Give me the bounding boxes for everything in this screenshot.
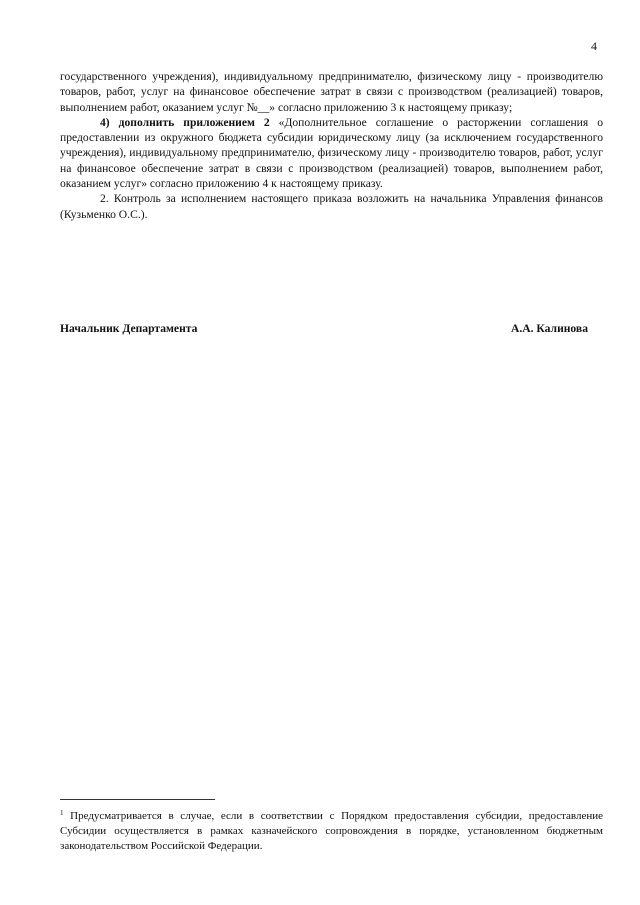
body-text [60,69,603,222]
paragraph-item-2: 2. Контроль за исполнением настоящего приказа возложить на начальника Управления финансов (Кузьменко О.С.). [60,192,603,221]
footnote [60,809,603,855]
paragraph-item-4 [60,115,603,191]
signature-block [60,322,588,336]
footnote-marker: 1 [60,809,64,817]
signatory-name: А.А. Калинова [510,322,588,335]
footnote-divider [60,799,215,800]
item-4-text: «Дополнительное соглашение о расторжении соглашения о предоставлении из окружного бюджета субсидии юридическому лицу (за исключением государственного учреждения), индивидуальному предпринимателю, физическому лицу - производителю товаров, работ, услуг на финансовое обеспечение затрат в связи с производством (реализацией) товаров, выполнением работ, оказанием услуг» согласно приложению 4 к настоящему приказу. [60,115,603,191]
page-number: 4 [591,39,597,53]
signatory-position: Начальник Департамента [60,322,198,335]
item-4-lead: 4) дополнить приложением 2 [100,115,270,129]
paragraph-continuation: государственного учреждения), индивидуальному предпринимателю, физическому лицу - производителю товаров, работ, услуг на финансовое обеспечение затрат в связи с производством (реализацией) товаров, выполнением работ, оказанием услуг №__» согласно приложению 3 к настоящему приказу; [60,70,603,114]
footnote-text: Предусматривается в случае, если в соответствии с Порядком предоставления субсидии, предоставление Субсидии осуществляется в рамках казначейского сопровождения в порядке, установленном бюджетным законодательством Российской Федерации. [60,810,603,853]
